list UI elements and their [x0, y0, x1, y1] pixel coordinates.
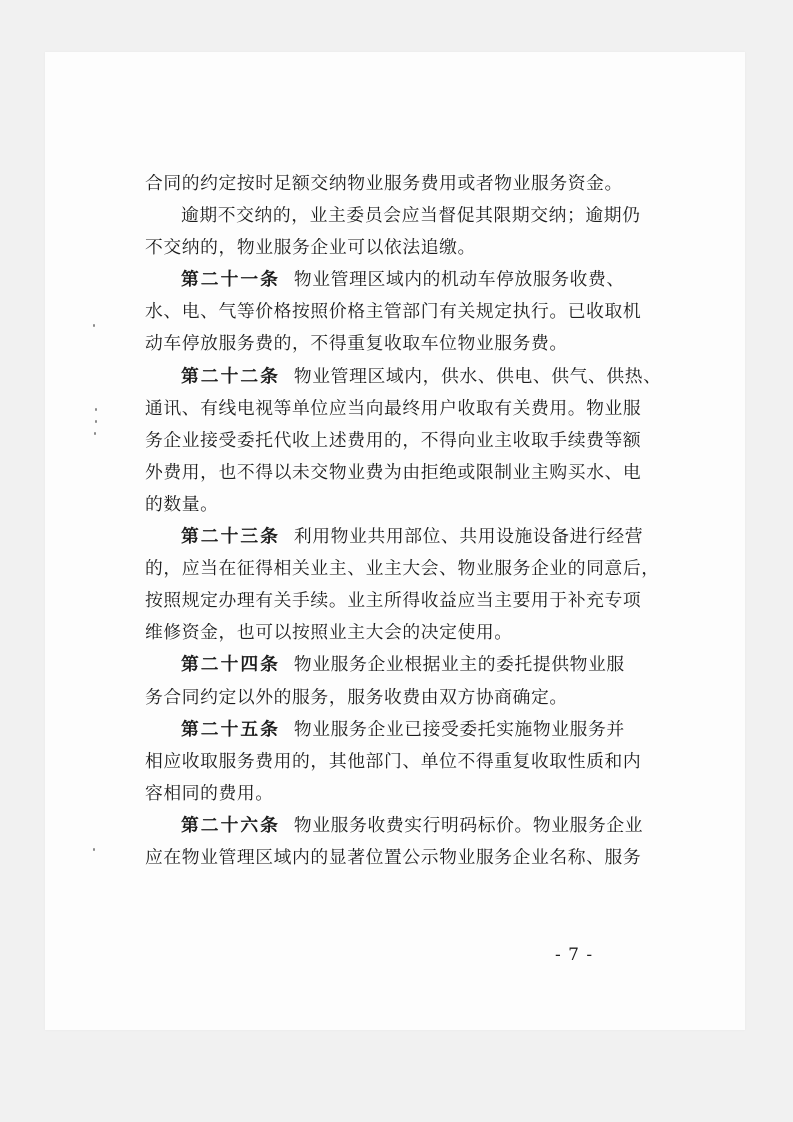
text-line: 务合同约定以外的服务，服务收费由双方协商确定。 — [145, 686, 568, 708]
text-line: 按照规定办理有关手续。业主所得收益应当主要用于补充专项 — [145, 590, 642, 612]
text-line: 水、电、气等价格按照价格主管部门有关规定执行。已收取机 — [145, 301, 642, 323]
text-line — [145, 361, 660, 393]
scan-speck — [95, 420, 97, 423]
article-text: 物业服务企业根据业主的委托提供物业服 — [293, 654, 625, 676]
article-text: 物业服务收费实行明码标价。物业服务企业 — [293, 814, 644, 836]
article-paragraph — [145, 649, 660, 713]
article-text: 物业管理区域内的机动车停放服务收费、 — [293, 269, 625, 291]
text-line — [145, 810, 660, 842]
text-line: 应在物业管理区域内的显著位置公示物业服务企业名称、服务 — [145, 846, 642, 868]
article-number: 第二十五条 — [181, 718, 280, 740]
text-line: 动车停放服务费的，不得重复收取车位物业服务费。 — [145, 333, 568, 355]
article-number: 第二十一条 — [181, 269, 280, 291]
text-line: 的数量。 — [145, 493, 219, 515]
article-paragraph — [145, 521, 660, 649]
article-text: 利用物业共用部位、共用设施设备进行经营 — [293, 526, 644, 548]
text-line — [145, 649, 660, 681]
text-line: 外费用，也不得以未交物业费为由拒绝或限制业主购买水、电 — [145, 461, 642, 483]
paragraph — [145, 168, 660, 200]
text-line: 相应收取服务费用的，其他部门、单位不得重复收取性质和内 — [145, 750, 642, 772]
text-line: 不交纳的，物业服务企业可以依法追缴。 — [145, 237, 476, 259]
text-line: 维修资金，也可以按照业主大会的决定使用。 — [145, 622, 513, 644]
text-line — [145, 521, 660, 553]
text-line — [145, 264, 660, 296]
scan-speck — [93, 324, 95, 327]
text-line: 的，应当在征得相关业主、业主大会、物业服务企业的同意后， — [145, 558, 660, 580]
paragraph — [145, 200, 660, 264]
article-paragraph — [145, 361, 660, 521]
scan-speck — [95, 408, 97, 411]
article-paragraph — [145, 714, 660, 810]
scan-speck — [94, 432, 96, 435]
article-paragraph — [145, 264, 660, 360]
article-text: 物业管理区域内，供水、供电、供气、供热、 — [293, 365, 662, 387]
text-line — [145, 714, 660, 746]
article-paragraph — [145, 810, 660, 874]
article-text: 物业服务企业已接受委托实施物业服务并 — [293, 718, 625, 740]
article-number: 第二十四条 — [181, 654, 280, 676]
article-number: 第二十三条 — [181, 526, 280, 548]
text-line: 通讯、有线电视等单位应当向最终用户收取有关费用。物业服 — [145, 397, 642, 419]
text-line: 逾期不交纳的，业主委员会应当督促其限期交纳；逾期仍 — [181, 205, 641, 227]
document-body — [145, 168, 660, 874]
page-number: - 7 - — [555, 945, 594, 965]
scan-speck — [93, 848, 95, 851]
text-line: 合同的约定按时足额交纳物业服务费用或者物业服务资金。 — [145, 173, 623, 194]
text-line: 务企业接受委托代收上述费用的，不得向业主收取手续费等额 — [145, 429, 642, 451]
article-number: 第二十六条 — [181, 814, 280, 836]
article-number: 第二十二条 — [181, 365, 280, 387]
text-line: 容相同的费用。 — [145, 782, 274, 804]
